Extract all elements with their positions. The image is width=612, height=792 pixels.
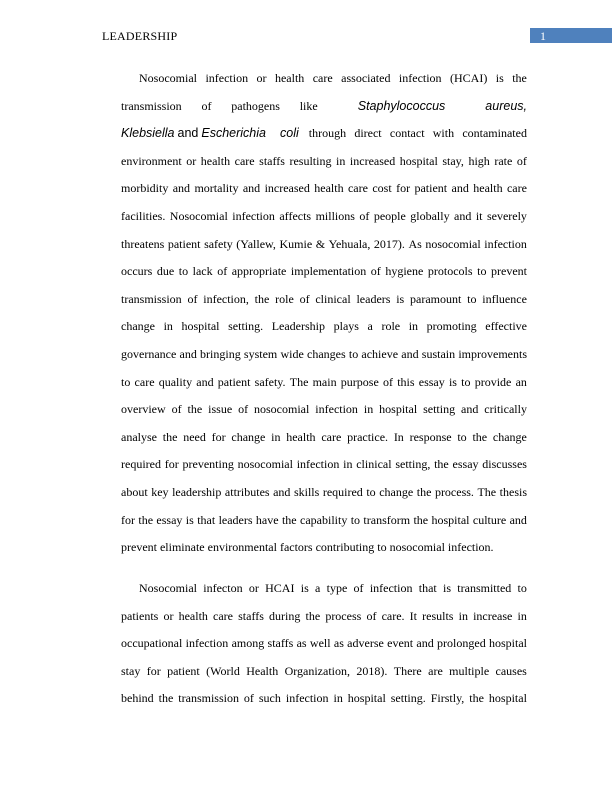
word: it (475, 208, 483, 223)
word: infecton (203, 581, 243, 595)
word: analyse (121, 429, 157, 444)
word: overview (121, 402, 166, 417)
word: that (197, 512, 216, 527)
word: occurs (121, 264, 153, 279)
word: to (348, 346, 359, 361)
word: patient (217, 374, 251, 389)
word: Nosocomial (139, 581, 197, 595)
word: care (134, 374, 155, 389)
word: of (353, 581, 364, 595)
word: to (457, 429, 467, 444)
word: due (156, 264, 175, 279)
species-name: Staphylococcus (357, 98, 446, 113)
word: health (274, 71, 305, 85)
word: patient (167, 236, 201, 251)
word: achieve (361, 346, 399, 361)
word: and (273, 484, 291, 499)
word: of (187, 291, 198, 306)
word: care (234, 153, 255, 168)
word: Health (246, 663, 279, 678)
word: like (299, 98, 318, 113)
word: adverse (347, 636, 384, 651)
word: of (217, 264, 228, 279)
word: millions (315, 208, 355, 223)
word: and (461, 402, 479, 417)
word: Nosocomial (139, 71, 197, 85)
word: hospital (379, 402, 418, 417)
word: in (458, 608, 468, 623)
word: thesis (499, 484, 527, 499)
word: among (231, 636, 265, 651)
word: associated (341, 71, 391, 85)
word: clinical (356, 457, 392, 472)
word: the (158, 691, 174, 706)
word: and (401, 346, 419, 361)
word: in (333, 691, 343, 706)
word: health (286, 429, 316, 444)
word: leaders (218, 512, 253, 527)
word: to (517, 581, 527, 595)
word: is (185, 512, 194, 527)
text-line (121, 479, 527, 507)
word: essay (418, 374, 445, 389)
word: facilities. (121, 208, 166, 223)
word: health (473, 181, 503, 196)
word: (World (206, 663, 240, 678)
text-line (121, 658, 527, 686)
word: 2018). (356, 663, 388, 678)
word: in (517, 608, 527, 623)
word: direct (354, 126, 382, 141)
word: transform (363, 512, 411, 527)
line-words (309, 120, 527, 148)
page-number: 1 (540, 29, 546, 43)
text-line (121, 341, 527, 369)
word: critically (484, 402, 527, 417)
word: infection (285, 691, 329, 706)
text-line (121, 93, 527, 121)
word: appropriate (231, 264, 287, 279)
word: for (211, 429, 226, 444)
word: The (477, 484, 497, 499)
word: care (312, 71, 333, 85)
word: about (121, 484, 148, 499)
word: a (315, 581, 321, 595)
line-words (121, 93, 318, 121)
word: transmission (121, 98, 182, 113)
word: infection (484, 236, 527, 251)
word: promoting (426, 319, 477, 334)
word: causes (495, 663, 527, 678)
word: are (428, 663, 443, 678)
word: infection (369, 581, 413, 595)
word: behind (121, 691, 154, 706)
word: Yehuala, (328, 236, 371, 251)
word: sustain (421, 346, 456, 361)
word: pathogens (231, 98, 280, 113)
word: changes (307, 346, 346, 361)
page-number-box (530, 28, 612, 43)
word: of (201, 98, 212, 113)
word: multiple (449, 663, 490, 678)
word: and (172, 181, 191, 196)
word: in (271, 429, 281, 444)
word: care. (381, 608, 405, 623)
word: hospital (431, 512, 470, 527)
word: is (448, 374, 457, 389)
word: severely (486, 208, 527, 223)
word: process. (434, 484, 474, 499)
text-line (121, 313, 527, 341)
word: nosocomial (254, 402, 310, 417)
word: or (163, 608, 174, 623)
word: Firstly, (430, 691, 465, 706)
word: is (495, 71, 504, 85)
word: infection (185, 636, 229, 651)
word: rate (494, 153, 513, 168)
text-line (121, 575, 527, 603)
word: clinical (315, 291, 351, 306)
word: discusses (482, 457, 527, 472)
word: care (347, 181, 368, 196)
word: staffs (267, 636, 294, 651)
body-paragraph-1 (121, 65, 527, 562)
word: change (231, 429, 266, 444)
word: As (408, 236, 422, 251)
word: of (299, 291, 310, 306)
word: provide (474, 374, 512, 389)
word: wide (280, 346, 304, 361)
word: capability (300, 512, 348, 527)
word: governance (121, 346, 177, 361)
word: essay (452, 457, 479, 472)
word: hygiene (385, 264, 424, 279)
word: role (381, 319, 401, 334)
word: system (243, 346, 278, 361)
word: the (434, 457, 449, 472)
word: infection, (203, 291, 249, 306)
text-line (121, 451, 527, 479)
word: prevent (491, 264, 527, 279)
word: to (477, 264, 487, 279)
word: & (315, 236, 326, 251)
word: setting. (390, 691, 426, 706)
word: process (325, 608, 362, 623)
word: the (254, 291, 270, 306)
word: and (179, 346, 197, 361)
word: purpose (340, 374, 379, 389)
word: health (200, 153, 231, 168)
word: culture (472, 512, 507, 527)
word: hospital (489, 636, 527, 651)
word: (Yallew, (236, 236, 276, 251)
word: increased (349, 153, 396, 168)
text-line (121, 369, 527, 397)
word: infection (205, 71, 249, 85)
word: patient (167, 663, 200, 678)
text-line (121, 507, 527, 535)
word: an (515, 374, 527, 389)
word: patient (414, 181, 448, 196)
word: (HCAI) (450, 71, 488, 85)
word: increase (473, 608, 513, 623)
word: during (269, 608, 301, 623)
word: threatens (121, 236, 165, 251)
word: essay (156, 512, 183, 527)
running-head: LEADERSHIP (102, 29, 178, 43)
word: health (178, 608, 208, 623)
text-line: prevent eliminate environmental factors contributing to nosocomial infection. (121, 540, 494, 555)
word: safety. (254, 374, 286, 389)
word: such (258, 691, 281, 706)
word: for (164, 457, 179, 472)
word: high (468, 153, 490, 168)
word: skills (293, 484, 320, 499)
word: the (512, 71, 527, 85)
word: hospital (181, 319, 220, 334)
word: Leadership (271, 319, 326, 334)
word: infection (315, 402, 358, 417)
word: of (370, 264, 381, 279)
word: change (492, 429, 527, 444)
word: hospital (347, 691, 386, 706)
word: event (387, 636, 414, 651)
word: people (373, 208, 406, 223)
word: of (171, 402, 182, 417)
word: a (367, 319, 373, 334)
word: is (396, 291, 405, 306)
word: occupational (121, 636, 183, 651)
word: response (409, 429, 452, 444)
word: nosocomial (237, 457, 293, 472)
word: for (121, 512, 135, 527)
word: well (309, 636, 331, 651)
word: stay, (442, 153, 464, 168)
word: as (296, 636, 307, 651)
word: type (326, 581, 348, 595)
text-line (121, 203, 527, 231)
word: and (451, 181, 469, 196)
word: issue (208, 402, 233, 417)
word: attributes (224, 484, 270, 499)
word: Organization, (284, 663, 351, 678)
word: or (256, 71, 267, 85)
word: quality (158, 374, 193, 389)
word: results (422, 608, 454, 623)
word: change (379, 484, 414, 499)
word: for (396, 181, 411, 196)
species-name: Escherichia (201, 126, 266, 141)
word: and (242, 181, 261, 196)
word: is (443, 581, 452, 595)
word: Kumie (279, 236, 313, 251)
word: and (509, 512, 527, 527)
word: Nosocomial (169, 208, 228, 223)
word: or (186, 153, 197, 168)
word: to (461, 374, 471, 389)
word: The (289, 374, 309, 389)
word: the (469, 691, 484, 706)
word: infection (232, 208, 275, 223)
word: prolonged (437, 636, 486, 651)
text-line (121, 603, 527, 631)
word: the (416, 484, 432, 499)
word: stay (121, 663, 141, 678)
word: in (363, 402, 374, 417)
text-line (121, 231, 527, 259)
word: hospital (488, 691, 527, 706)
word: of (359, 208, 370, 223)
word: transmitted (457, 581, 512, 595)
word: hospital (399, 153, 438, 168)
word: or (248, 581, 259, 595)
word: required (121, 457, 161, 472)
word: main (312, 374, 337, 389)
word: change (121, 319, 155, 334)
text-line (121, 148, 527, 176)
word: infection (296, 457, 340, 472)
text-line (121, 424, 527, 452)
word: in (163, 319, 173, 334)
word: the (281, 512, 297, 527)
connector-word: and (177, 126, 199, 141)
word: of (366, 608, 377, 623)
word: in (336, 153, 346, 168)
text-line (121, 685, 527, 713)
species-name: aureus, (485, 98, 527, 113)
word: of (243, 691, 254, 706)
text-line (121, 286, 527, 314)
word: key (151, 484, 169, 499)
word: safety (204, 236, 233, 251)
word: patients (121, 608, 159, 623)
word: environment (121, 153, 182, 168)
word: leaders (356, 291, 391, 306)
word: with (432, 126, 455, 141)
word: increased (264, 181, 310, 196)
word: this (397, 374, 415, 389)
word: health (314, 181, 344, 196)
word: care (321, 429, 342, 444)
word: nosocomial (425, 236, 481, 251)
text-line (121, 65, 527, 93)
word: resulting (289, 153, 332, 168)
word: to (366, 484, 376, 499)
text-line (121, 630, 527, 658)
word: lack (192, 264, 213, 279)
word: the (162, 429, 178, 444)
word: staffs (259, 153, 285, 168)
word: effective (485, 319, 527, 334)
species-name: coli (280, 126, 299, 141)
word: the (305, 608, 321, 623)
word: of (383, 374, 393, 389)
word: practice. (347, 429, 389, 444)
word: the (413, 512, 429, 527)
word: to (350, 512, 361, 527)
word: is (300, 581, 309, 595)
word: have (255, 512, 279, 527)
word: contaminated (462, 126, 527, 141)
word: required (322, 484, 363, 499)
word: as (333, 636, 344, 651)
word: transmission (121, 291, 182, 306)
word: In (393, 429, 404, 444)
word: role (275, 291, 294, 306)
species-name: Klebsiella (121, 126, 175, 141)
word: HCAI (265, 581, 295, 595)
word: care (506, 181, 527, 196)
text-line (121, 258, 527, 286)
word: setting. (228, 319, 264, 334)
word: care (213, 608, 234, 623)
word: There (393, 663, 422, 678)
word: to (121, 374, 131, 389)
word: the (138, 512, 154, 527)
word: to (178, 264, 189, 279)
word: cost (372, 181, 392, 196)
word: improvements (458, 346, 527, 361)
word: need (183, 429, 206, 444)
word: for (146, 663, 161, 678)
word: staffs (238, 608, 264, 623)
word: morbidity (121, 181, 169, 196)
word: influence (482, 291, 527, 306)
word: infection (398, 71, 442, 85)
word: of (516, 153, 527, 168)
word: in (408, 319, 419, 334)
text-line (121, 175, 527, 203)
word: preventing (182, 457, 234, 472)
text-line (121, 396, 527, 424)
word: leadership (172, 484, 222, 499)
word: It (409, 608, 418, 623)
word: and (416, 636, 434, 651)
text-line (121, 120, 527, 148)
body-paragraph-2 (121, 575, 527, 713)
word: setting, (395, 457, 431, 472)
word: in (343, 457, 353, 472)
word: affects (279, 208, 312, 223)
word: globally (410, 208, 450, 223)
word: that (418, 581, 437, 595)
word: the (472, 429, 488, 444)
word: to (467, 291, 477, 306)
word: 2017). (373, 236, 405, 251)
word: of (238, 402, 249, 417)
word: transmission (178, 691, 239, 706)
word: plays (333, 319, 359, 334)
word: and (454, 208, 472, 223)
word: bringing (200, 346, 241, 361)
word: contact (389, 126, 425, 141)
word: mortality (194, 181, 239, 196)
word: paramount (410, 291, 462, 306)
word: setting (423, 402, 456, 417)
word: protocols (427, 264, 473, 279)
word: implementation (290, 264, 367, 279)
word: and (196, 374, 214, 389)
word: through (308, 126, 347, 141)
word: the (187, 402, 203, 417)
